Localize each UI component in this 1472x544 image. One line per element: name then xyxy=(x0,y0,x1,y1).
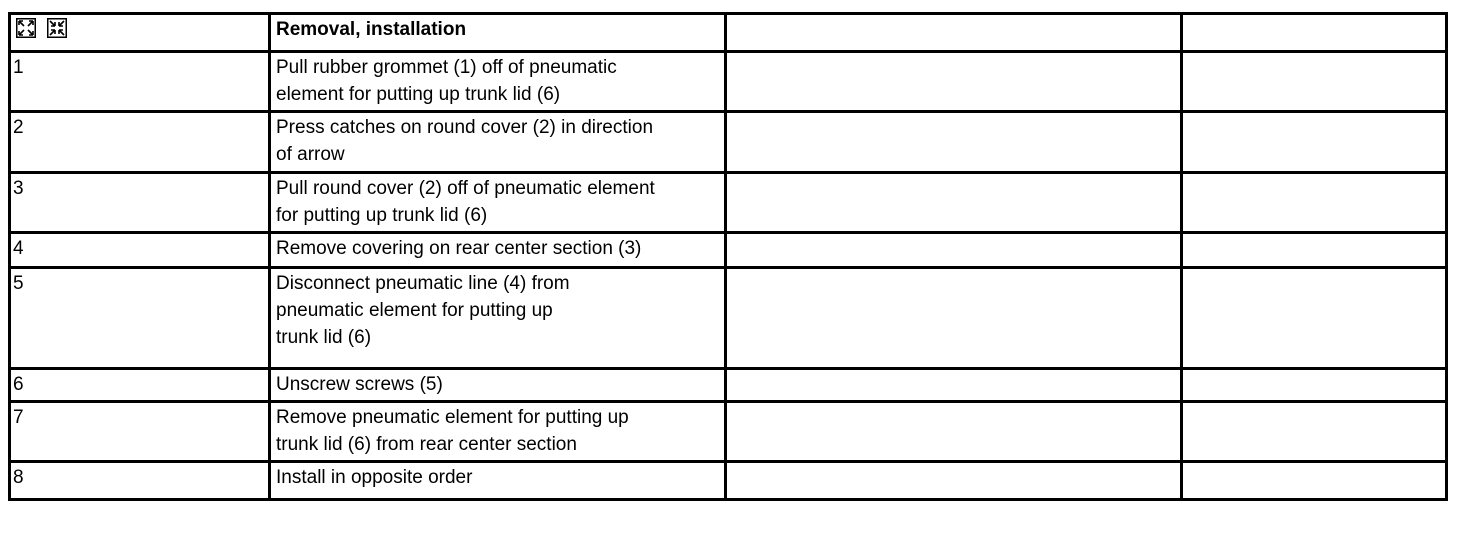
step-row xyxy=(10,112,1447,173)
step-row xyxy=(10,402,1447,462)
step-instruction xyxy=(270,52,726,112)
procedure-table xyxy=(8,12,1448,501)
step-row xyxy=(10,173,1447,233)
step-row xyxy=(10,268,1447,369)
step-instruction xyxy=(270,112,726,173)
instruction-line: Pull rubber grommet (1) off of pneumatic xyxy=(276,57,617,78)
empty-cell xyxy=(726,173,1182,233)
step-instruction xyxy=(270,233,726,268)
instruction-line: pneumatic element for putting up xyxy=(276,300,553,321)
instruction-line: Remove covering on rear center section (3) xyxy=(276,238,642,259)
step-number: 5 xyxy=(10,268,270,369)
instruction-line: Disconnect pneumatic line (4) from xyxy=(276,273,570,294)
section-title: Removal, installation xyxy=(270,14,726,52)
step-instruction xyxy=(270,462,726,500)
step-number: 7 xyxy=(10,402,270,462)
instruction-line: trunk lid (6) xyxy=(276,327,372,348)
empty-cell xyxy=(1182,52,1447,112)
expand-icon[interactable] xyxy=(16,18,36,38)
empty-cell xyxy=(726,268,1182,369)
instruction-line: element for putting up trunk lid (6) xyxy=(276,84,561,105)
step-number: 8 xyxy=(10,462,270,500)
empty-cell xyxy=(1182,268,1447,369)
step-instruction xyxy=(270,173,726,233)
step-instruction xyxy=(270,402,726,462)
step-row xyxy=(10,52,1447,112)
step-number: 4 xyxy=(10,233,270,268)
instruction-line: for putting up trunk lid (6) xyxy=(276,205,488,226)
empty-cell xyxy=(726,369,1182,402)
instruction-line: trunk lid (6) from rear center section xyxy=(276,434,577,455)
step-number: 3 xyxy=(10,173,270,233)
step-row xyxy=(10,462,1447,500)
instruction-line: Press catches on round cover (2) in direction xyxy=(276,117,654,138)
empty-cell xyxy=(726,462,1182,500)
step-instruction xyxy=(270,369,726,402)
instruction-line: Unscrew screws (5) xyxy=(276,374,443,395)
empty-cell xyxy=(1182,112,1447,173)
collapse-icon[interactable] xyxy=(47,18,67,38)
empty-cell xyxy=(1182,233,1447,268)
step-number: 1 xyxy=(10,52,270,112)
empty-cell xyxy=(1182,462,1447,500)
instruction-line: Remove pneumatic element for putting up xyxy=(276,407,629,428)
empty-cell xyxy=(1182,369,1447,402)
header-icon-cell xyxy=(10,14,270,52)
empty-cell xyxy=(726,233,1182,268)
empty-cell xyxy=(726,112,1182,173)
step-number: 6 xyxy=(10,369,270,402)
empty-cell xyxy=(1182,402,1447,462)
step-instruction xyxy=(270,268,726,369)
empty-cell xyxy=(726,402,1182,462)
instruction-line: Pull round cover (2) off of pneumatic element xyxy=(276,178,655,199)
step-row xyxy=(10,369,1447,402)
step-number: 2 xyxy=(10,112,270,173)
header-row xyxy=(10,14,1447,52)
empty-cell xyxy=(726,14,1182,52)
empty-cell xyxy=(726,52,1182,112)
instruction-line: of arrow xyxy=(276,144,345,165)
empty-cell xyxy=(1182,173,1447,233)
step-row xyxy=(10,233,1447,268)
instruction-line: Install in opposite order xyxy=(276,467,473,488)
empty-cell xyxy=(1182,14,1447,52)
